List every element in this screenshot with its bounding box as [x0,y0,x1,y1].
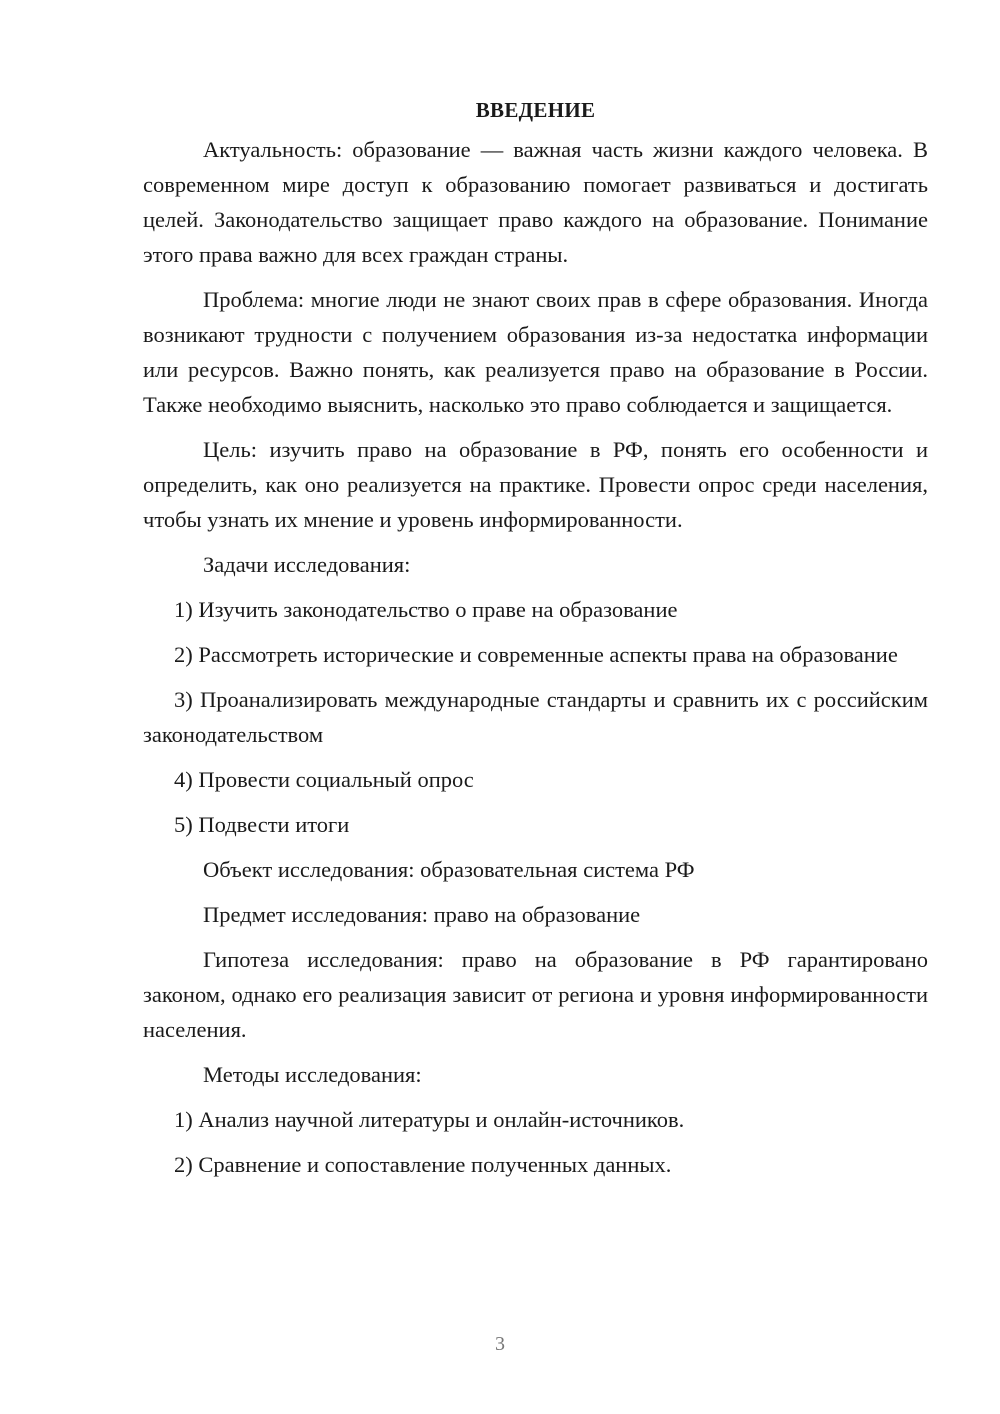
list-item: 1) Изучить законодательство о праве на образование [174,597,678,622]
page-number: 3 [495,1333,505,1355]
relevance-paragraph: Актуальность: образование — важная часть жизни каждого человека. В современном мире доступ к образованию помогает развиваться и достигать целей. Законодательство защищает право каждого на образование. Понимание этого права важно для всех граждан страны. [143,137,928,267]
research-subject: Предмет исследования: право на образование [203,902,641,927]
methods-list [143,1102,928,1182]
list-item: 1) Анализ научной литературы и онлайн-источников. [174,1107,685,1132]
problem-paragraph: Проблема: многие люди не знают своих прав в сфере образования. Иногда возникают трудности с получением образования из-за недостатка информации или ресурсов. Важно понять, как реализуется право на образование в России. Также необходимо выяснить, насколько это право соблюдается и защищается. [143,287,928,417]
goal-paragraph: Цель: изучить право на образование в РФ, понять его особенности и определить, как оно реализуется на практике. Провести опрос среди населения, чтобы узнать их мнение и уровень информированности. [143,437,928,532]
document-page [143,96,928,1192]
section-heading: ВВЕДЕНИЕ [475,98,596,122]
tasks-title: Задачи исследования: [203,552,411,577]
list-item: 2) Сравнение и сопоставление полученных данных. [174,1152,672,1177]
methods-title: Методы исследования: [203,1062,422,1087]
list-item: 3) Проанализировать международные стандарты и сравнить их с российским законодательством [143,687,928,747]
hypothesis-paragraph: Гипотеза исследования: право на образование в РФ гарантировано законом, однако его реализация зависит от региона и уровня информированности населения. [143,947,928,1042]
list-item: 4) Провести социальный опрос [174,767,474,792]
list-item: 5) Подвести итоги [174,812,350,837]
tasks-list [143,592,928,842]
research-object: Объект исследования: образовательная система РФ [203,857,695,882]
list-item: 2) Рассмотреть исторические и современные аспекты права на образование [174,642,898,667]
